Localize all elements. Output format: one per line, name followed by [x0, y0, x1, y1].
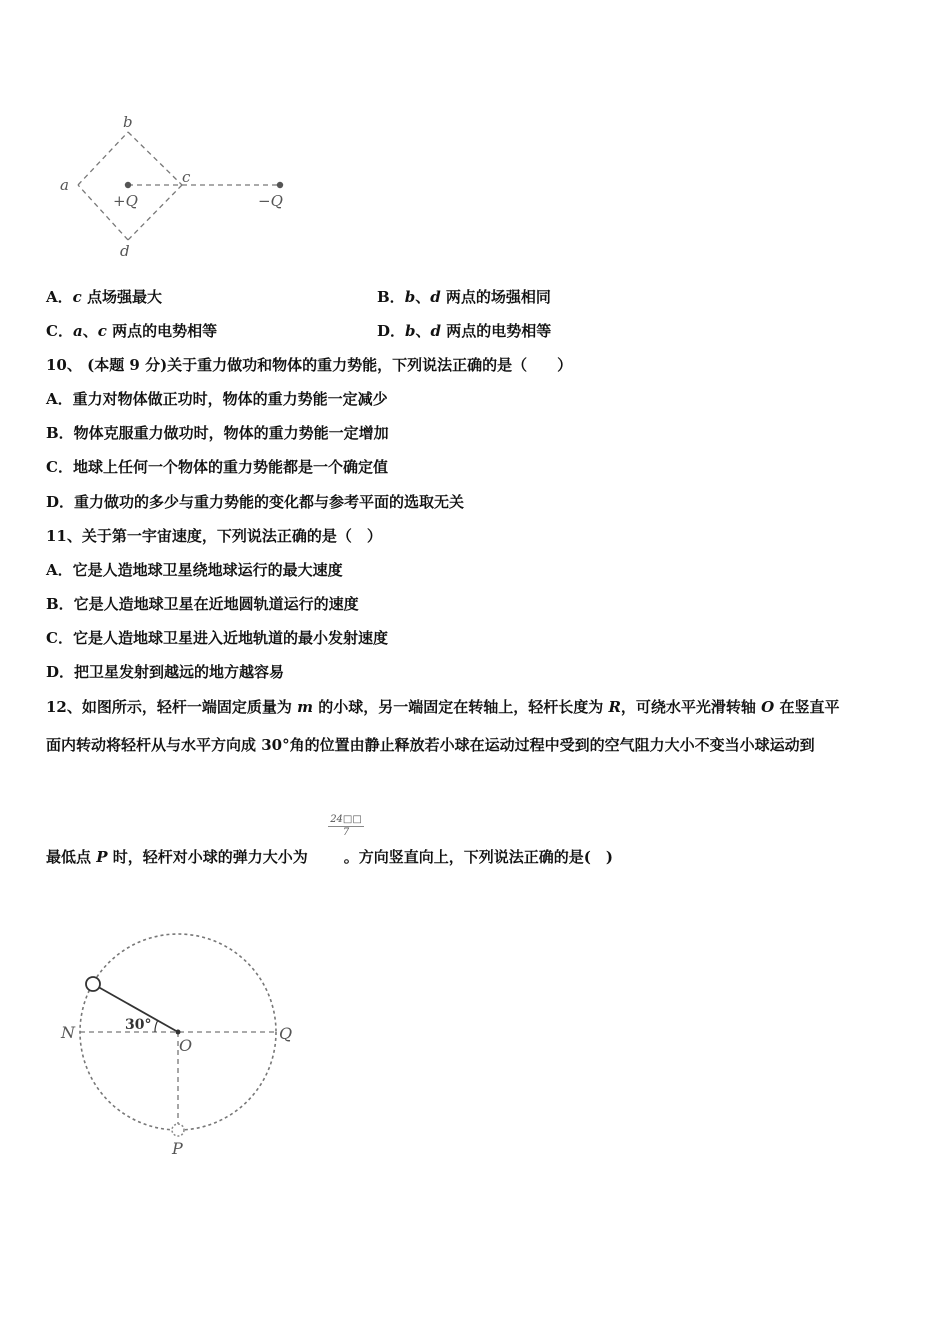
q10-option-a[interactable]: A．重力对物体做正功时，物体的重力势能一定减少 — [46, 390, 388, 408]
label-plus-q: +Q — [113, 192, 138, 210]
label-o: O — [179, 1036, 193, 1055]
angle-label: 30° — [125, 1017, 152, 1033]
ball-lowest-position — [172, 1124, 184, 1136]
negative-charge — [277, 182, 283, 188]
pivot-point — [176, 1030, 181, 1035]
figure-charges-diagram — [50, 110, 310, 265]
label-c: c — [182, 168, 191, 186]
positive-charge — [125, 182, 131, 188]
q10-stem: 10、 (本题 9 分)关于重力做功和物体的重力势能，下列说法正确的是（ ） — [46, 356, 573, 374]
q12-stem-line3: 最低点 P 时，轻杆对小球的弹力大小为 。方向竖直向上，下列说法正确的是( ) — [46, 848, 613, 866]
q12-stem-line2: 面内转动将轻杆从与水平方向成 30°角的位置由静止释放若小球在运动过程中受到的空气阻力大小不变当小球运动到 — [46, 736, 815, 754]
q9-option-c[interactable]: C．a、c 两点的电势相等 — [46, 322, 218, 340]
q10-option-b[interactable]: B．物体克服重力做功时，物体的重力势能一定增加 — [46, 424, 389, 442]
q12-fraction — [328, 814, 364, 839]
ball — [86, 977, 100, 991]
q12-stem-line1: 12、如图所示，轻杆一端固定质量为 m 的小球，另一端固定在转轴上，轻杆长度为 R，可绕水平光滑转轴 O 在竖直平 — [46, 698, 840, 716]
label-minus-q: −Q — [258, 192, 283, 210]
label-q: Q — [279, 1024, 293, 1043]
q11-option-c[interactable]: C．它是人造地球卫星进入近地轨道的最小发射速度 — [46, 629, 388, 647]
label-a: a — [60, 176, 69, 194]
label-d: d — [120, 242, 130, 260]
q9-option-a[interactable]: A．c 点场强最大 — [46, 288, 163, 306]
q11-option-a[interactable]: A．它是人造地球卫星绕地球运行的最大速度 — [46, 561, 343, 579]
q9-option-b[interactable]: B．b、d 两点的场强相同 — [377, 288, 551, 306]
fraction-numerator: 24□□ — [328, 814, 364, 827]
q10-option-c[interactable]: C．地球上任何一个物体的重力势能都是一个确定值 — [46, 458, 388, 476]
q11-stem: 11、关于第一宇宙速度，下列说法正确的是（ ） — [46, 527, 382, 545]
q11-option-b[interactable]: B．它是人造地球卫星在近地圆轨道运行的速度 — [46, 595, 359, 613]
label-p: P — [172, 1139, 183, 1158]
figure-rod-circle-diagram — [55, 925, 305, 1160]
fraction-denominator: 7 — [342, 827, 350, 838]
label-b: b — [123, 113, 133, 131]
q11-option-d[interactable]: D．把卫星发射到越远的地方越容易 — [46, 663, 285, 681]
q10-option-d[interactable]: D．重力做功的多少与重力势能的变化都与参考平面的选取无关 — [46, 493, 465, 511]
angle-arc — [155, 1020, 158, 1032]
q9-option-d[interactable]: D．b、d 两点的电势相等 — [377, 322, 552, 340]
label-n: N — [61, 1023, 75, 1042]
